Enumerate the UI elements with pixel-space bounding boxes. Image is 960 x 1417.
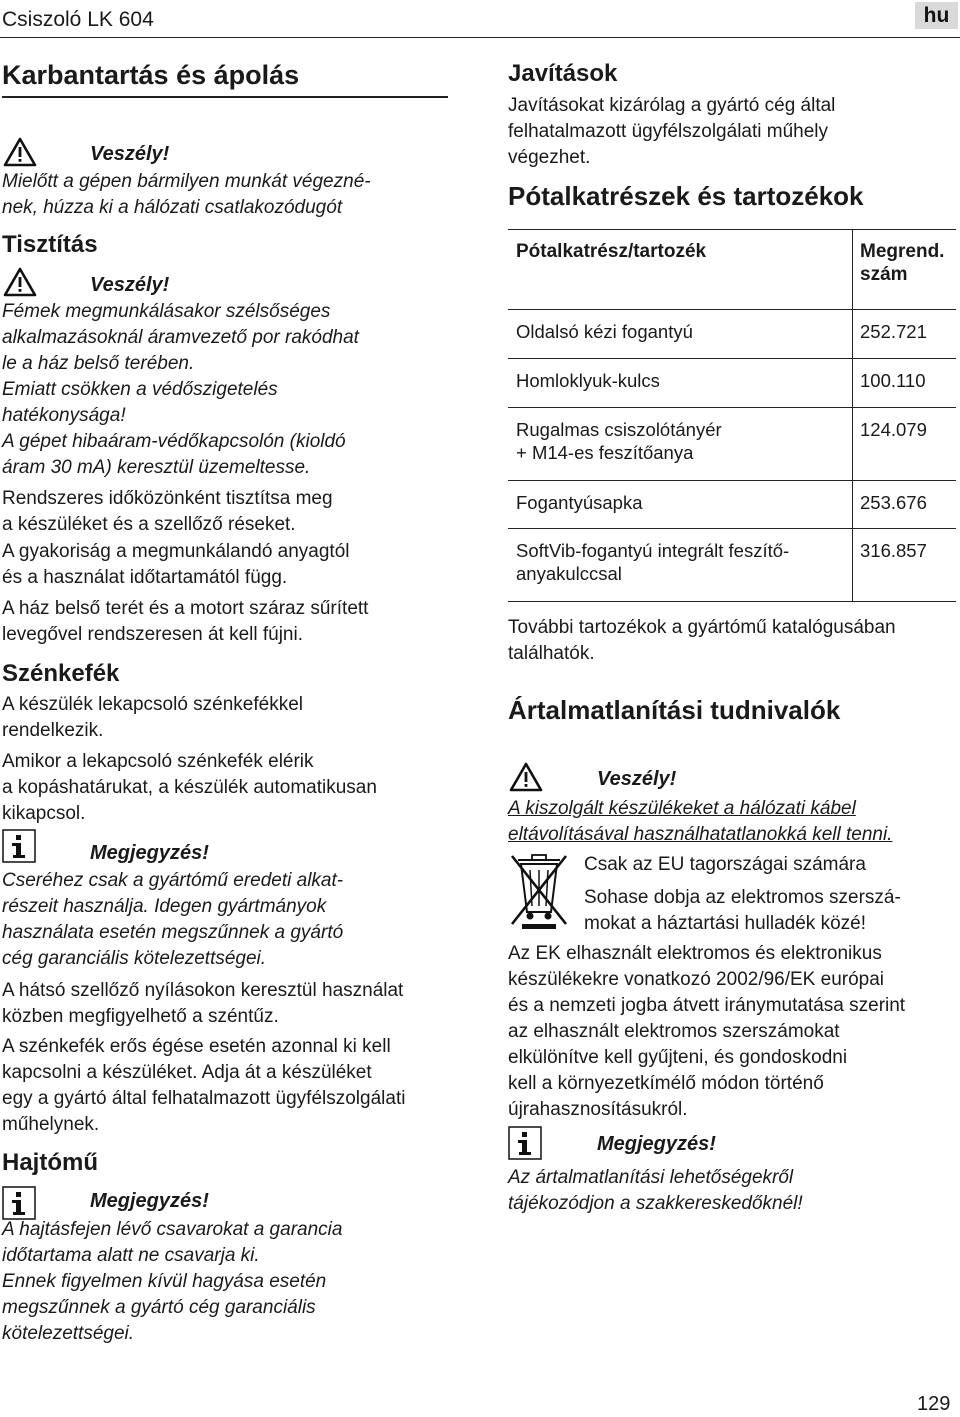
table-cell: Oldalsó kézi fogantyú	[508, 310, 853, 359]
parts-table	[508, 229, 956, 602]
section-title-brushes: Szénkefék	[2, 660, 120, 687]
paragraph: A szénkefék erős égése esetén azonnal ki kell kapcsolni a készüléket. Adja át a készüléket egy a gyártó által felhatalmazott ügyfélszolgálati műhelynek.	[2, 1036, 406, 1135]
paragraph: A hátsó szellőző nyílásokon keresztül használat közben megfigyelhető a széntűz.	[2, 980, 404, 1027]
info-icon	[2, 1186, 36, 1220]
table-row	[508, 529, 956, 602]
danger-title: Veszély!	[597, 768, 677, 790]
paragraph: Amikor a lekapcsoló szénkefék elérik a kopáshatárukat, a készülék automatikusan kikapcsol.	[2, 751, 377, 824]
danger-text: Fémek megmunkálásakor szélsőséges alkalmazásoknál áramvezető por rakódhat le a ház belső terében. Emiatt csökken a védőszigetelés hatékonysága! A gépet hibaáram-védőkapcsolón (kioldó áram 30 mA) keresztül üzemeltesse.	[2, 301, 359, 478]
paragraph: Rendszeres időközönként tisztítsa meg a készüléket és a szellőző réseket.	[2, 488, 333, 535]
note-title: Megjegyzés!	[90, 842, 209, 864]
section-title-disposal: Ártalmatlanítási tudnivalók	[508, 695, 841, 725]
note-text: Cseréhez csak a gyártómű eredeti alkat- részeit használja. Idegen gyártmányok használata esetén megszűnnek a gyártó cég garanciális kötelezettségei.	[2, 870, 344, 969]
note-title: Megjegyzés!	[597, 1133, 716, 1155]
crossed-out-bin-icon	[508, 852, 570, 930]
section-title-underline	[2, 96, 448, 98]
section-title-repairs: Javítások	[508, 60, 618, 87]
note-title: Megjegyzés!	[90, 1190, 209, 1212]
paragraph: A készülék lekapcsoló szénkefékkel rendelkezik.	[2, 694, 303, 741]
note-text: A hajtásfejen lévő csavarokat a garancia időtartama alatt ne csavarja ki. Ennek figyelmen kívül hagyása esetén megszűnnek a gyártó cég garanciális kötelezettségei.	[2, 1219, 343, 1344]
table-cell: 316.857	[853, 529, 957, 602]
table-row	[508, 481, 956, 529]
paragraph: Sohase dobja az elektromos szerszá- mokat a háztartási hulladék közé!	[584, 887, 901, 934]
table-cell: 252.721	[853, 310, 957, 359]
danger-title: Veszély!	[90, 143, 170, 165]
page-number: 129	[917, 1393, 951, 1415]
paragraph: Javításokat kizárólag a gyártó cég által felhatalmazott ügyfélszolgálati műhely végezhet.	[508, 95, 836, 168]
table-cell: 124.079	[853, 408, 957, 481]
table-cell: SoftVib-fogantyú integrált feszítő- anyakulccsal	[508, 529, 853, 602]
table-row	[508, 359, 956, 408]
table-cell: Homloklyuk-kulcs	[508, 359, 853, 408]
paragraph: A gyakoriság a megmunkálandó anyagtól és a használat időtartamától függ.	[2, 541, 350, 588]
eu-only-label: Csak az EU tagországai számára	[584, 854, 866, 875]
document-title: Csiszoló LK 604	[2, 8, 154, 31]
language-badge: hu	[915, 2, 958, 29]
table-header-cell: Megrend. szám	[853, 230, 957, 310]
section-title-maintenance: Karbantartás és ápolás	[2, 60, 300, 90]
table-cell: Rugalmas csiszolótányér + M14-es feszítőanya	[508, 408, 853, 481]
paragraph: További tartozékok a gyártómű katalógusában találhatók.	[508, 617, 896, 664]
table-row	[508, 310, 956, 359]
section-title-cleaning: Tisztítás	[2, 231, 98, 258]
danger-text: Mielőtt a gépen bármilyen munkát végezné- nek, húzza ki a hálózati csatlakozódugót	[2, 171, 371, 218]
warning-icon	[3, 137, 37, 167]
section-title-gear: Hajtómű	[2, 1149, 98, 1176]
table-cell: Fogantyúsapka	[508, 481, 853, 529]
danger-text: A kiszolgált készülékeket a hálózati kábel eltávolításával használhatatlanokká kell tenni.	[508, 798, 893, 845]
table-row	[508, 408, 956, 481]
info-icon	[508, 1126, 542, 1160]
paragraph: Az EK elhasznált elektromos és elektronikus készülékekre vonatkozó 2002/96/EK európai és a nemzeti jogba átvett iránymutatása szerint az elhasznált elektromos szerszámokat elkülönítve kell gyűjteni, és gondoskodni kell a környezetkímélő módon történő újrahasznosításukról.	[508, 943, 906, 1120]
paragraph: A ház belső terét és a motort száraz sűrített levegővel rendszeresen át kell fújni.	[2, 598, 369, 645]
table-cell: 253.676	[853, 481, 957, 529]
warning-icon	[509, 762, 543, 792]
table-cell: 100.110	[853, 359, 957, 408]
header-divider	[0, 37, 960, 38]
danger-title: Veszély!	[90, 274, 170, 296]
note-text: Az ártalmatlanítási lehetőségekről tájékozódjon a szakkereskedőknél!	[508, 1167, 803, 1214]
table-header-row	[508, 230, 956, 310]
table-header-cell: Pótalkatrész/tartozék	[508, 230, 853, 310]
info-icon	[2, 829, 36, 863]
section-title-parts: Pótalkatrészek és tartozékok	[508, 181, 864, 211]
warning-icon	[3, 267, 37, 297]
